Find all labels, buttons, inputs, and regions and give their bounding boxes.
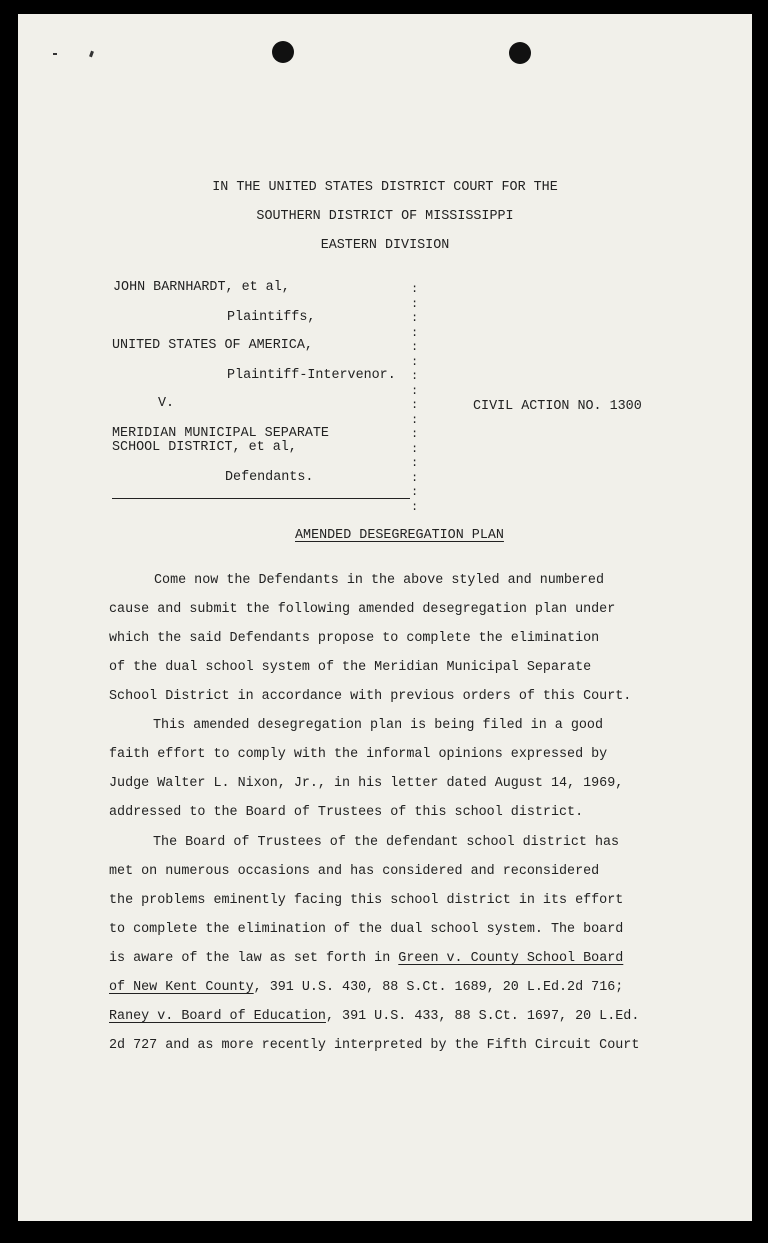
document-title: AMENDED DESEGREGATION PLAN <box>295 528 504 543</box>
court-heading-line2: SOUTHERN DISTRICT OF MISSISSIPPI <box>256 209 514 224</box>
case-citation-new-kent: of New Kent County <box>109 980 254 995</box>
defendant-name-line1: MERIDIAN MUNICIPAL SEPARATE <box>112 426 329 441</box>
paragraph-line: which the said Defendants propose to complete the elimination <box>109 631 600 646</box>
intervenor-role: Plaintiff-Intervenor. <box>227 368 396 383</box>
paragraph-line: This amended desegregation plan is being filed in a good <box>153 718 603 733</box>
paragraph-text: is aware of the law as set forth in <box>109 951 399 966</box>
intervenor-name: UNITED STATES OF AMERICA, <box>112 338 313 353</box>
paragraph-line: The Board of Trustees of the defendant school district has <box>153 835 620 850</box>
paragraph-line: faith effort to comply with the informal opinions expressed by <box>109 747 608 762</box>
paragraph-line: School District in accordance with previous orders of this Court. <box>109 689 632 704</box>
paragraph-line: 2d 727 and as more recently interpreted by the Fifth Circuit Court <box>109 1038 640 1053</box>
paragraph-line <box>109 980 623 995</box>
punch-hole-left <box>272 41 294 63</box>
caption-divider <box>112 498 410 499</box>
paragraph-line <box>109 951 623 966</box>
paragraph-line: Come now the Defendants in the above styled and numbered <box>154 573 604 588</box>
corner-mark <box>89 51 94 58</box>
paragraph-line <box>109 1009 639 1024</box>
paragraph-line: of the dual school system of the Meridian Municipal Separate <box>109 660 592 675</box>
paragraph-text: , 391 U.S. 433, 88 S.Ct. 1697, 20 L.Ed. <box>325 1009 640 1024</box>
paragraph-line: met on numerous occasions and has considered and reconsidered <box>109 864 600 879</box>
case-citation-raney: Raney v. Board of Education <box>109 1009 326 1024</box>
paragraph-line: to complete the elimination of the dual school system. The board <box>109 922 624 937</box>
versus: V. <box>158 396 175 411</box>
plaintiff-name: JOHN BARNHARDT, et al, <box>113 280 290 295</box>
plaintiff-role: Plaintiffs, <box>227 310 316 325</box>
case-citation-green: Green v. County School Board <box>398 951 624 966</box>
defendant-role: Defendants. <box>225 470 314 485</box>
corner-mark <box>53 53 57 55</box>
document-page <box>18 14 752 1221</box>
paragraph-line: the problems eminently facing this school district in its effort <box>109 893 624 908</box>
paragraph-text: , 391 U.S. 430, 88 S.Ct. 1689, 20 L.Ed.2d 716; <box>253 980 624 995</box>
defendant-name-line2: SCHOOL DISTRICT, et al, <box>112 440 297 455</box>
civil-action-number: CIVIL ACTION NO. 1300 <box>473 399 642 414</box>
paragraph-line: Judge Walter L. Nixon, Jr., in his letter dated August 14, 1969, <box>109 776 624 791</box>
paragraph-line: cause and submit the following amended desegregation plan under <box>109 602 616 617</box>
court-heading-line3: EASTERN DIVISION <box>320 238 450 253</box>
court-heading-line1: IN THE UNITED STATES DISTRICT COURT FOR THE <box>212 180 558 195</box>
punch-hole-right <box>509 42 531 64</box>
caption-colon-column: : : : : : : : : : : : : : : : : <box>411 282 419 514</box>
paragraph-line: addressed to the Board of Trustees of this school district. <box>109 805 584 820</box>
